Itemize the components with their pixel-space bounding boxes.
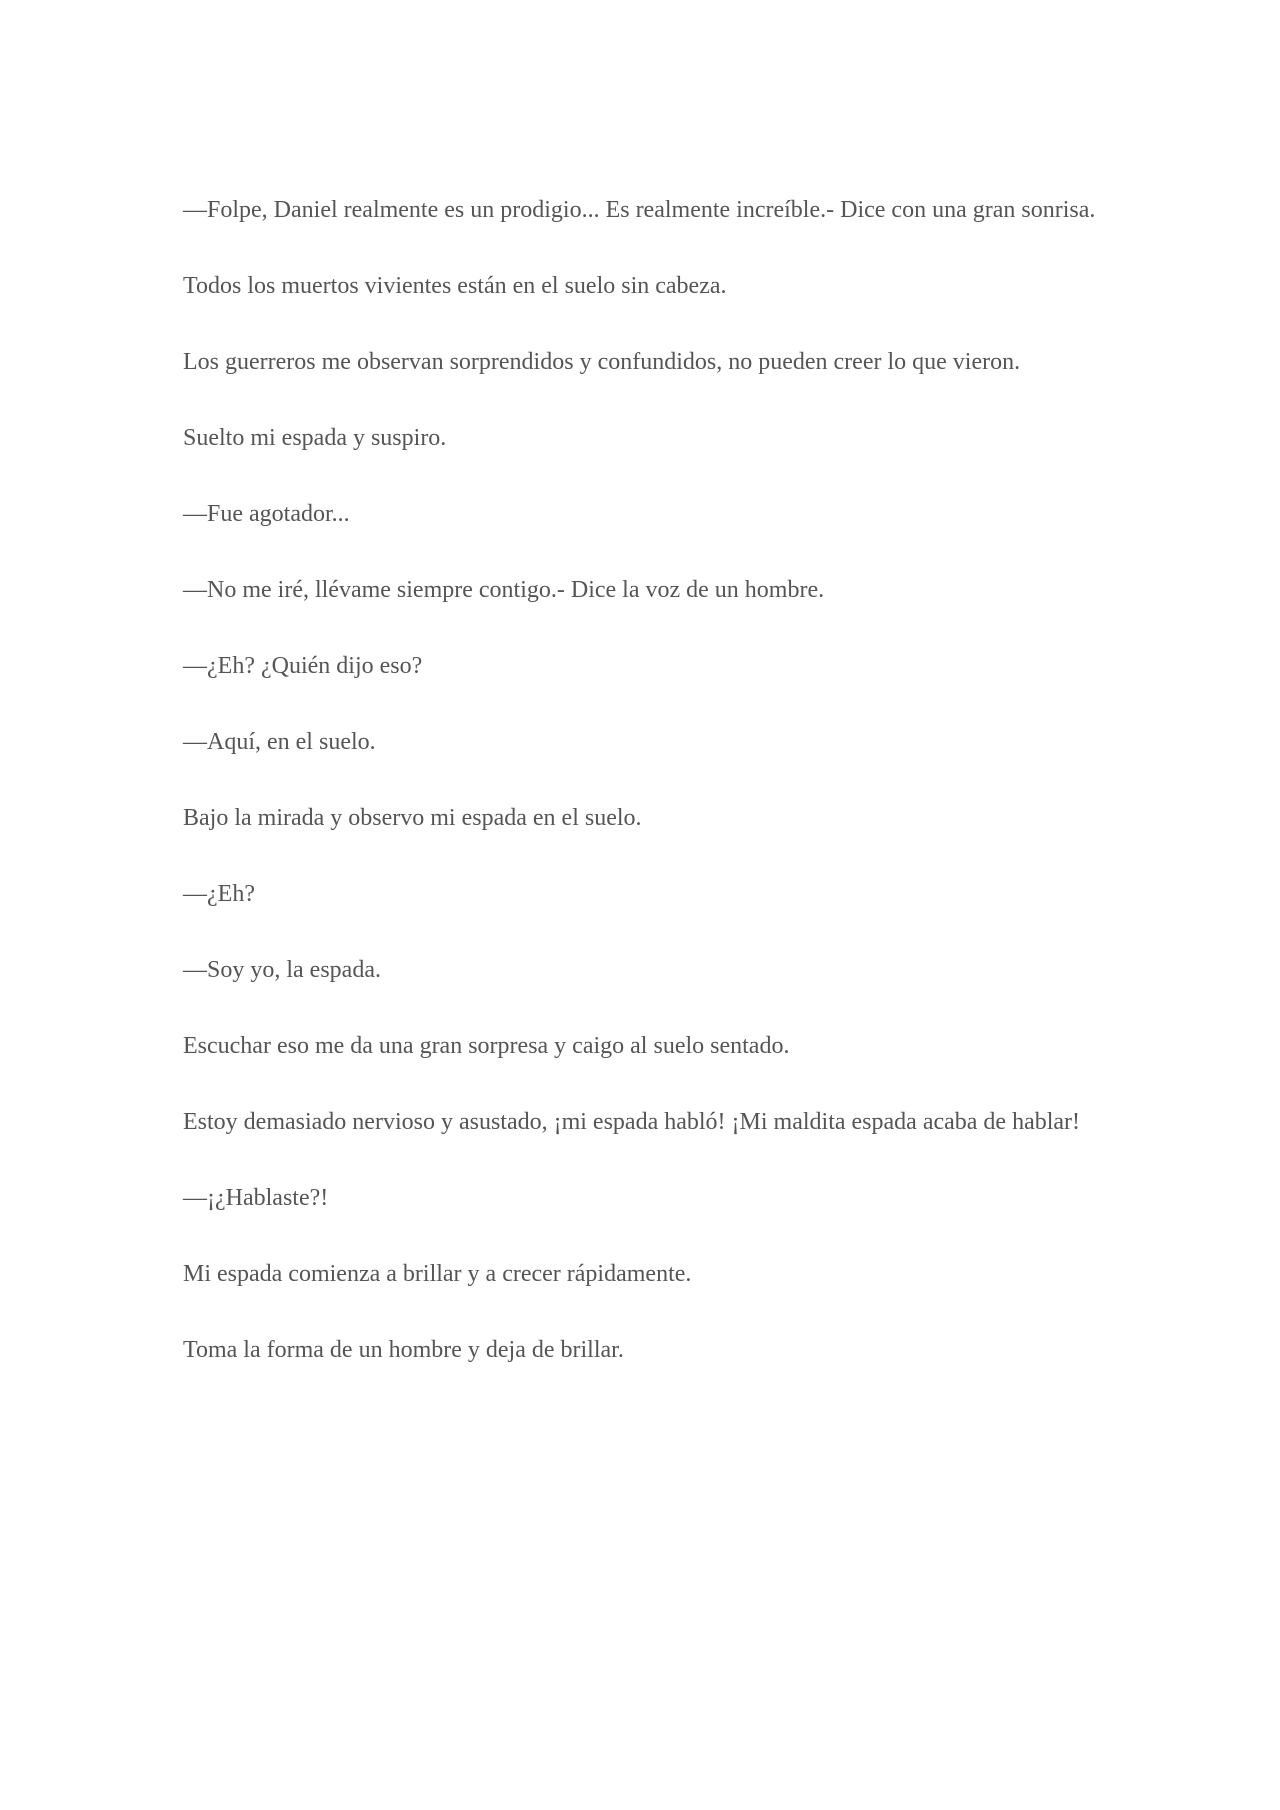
paragraph-2: Todos los muertos vivientes están en el suelo sin cabeza. <box>183 273 727 299</box>
paragraph-11: —Soy yo, la espada. <box>183 957 381 983</box>
paragraph-16: Toma la forma de un hombre y deja de brillar. <box>183 1337 624 1363</box>
paragraph-8: —Aquí, en el suelo. <box>183 729 376 755</box>
paragraph-7: —¿Eh? ¿Quién dijo eso? <box>183 653 423 679</box>
paragraph-3: Los guerreros me observan sorprendidos y confundidos, no pueden creer lo que vieron. <box>183 349 1021 375</box>
paragraph-13: Estoy demasiado nervioso y asustado, ¡mi espada habló! ¡Mi maldita espada acaba de hablar! <box>183 1109 1081 1135</box>
paragraph-5: —Fue agotador... <box>183 501 350 527</box>
document-body <box>183 180 1103 1396</box>
paragraph-14: —¡¿Hablaste?! <box>183 1185 329 1211</box>
paragraph-4: Suelto mi espada y suspiro. <box>183 425 447 451</box>
paragraph-15: Mi espada comienza a brillar y a crecer rápidamente. <box>183 1261 692 1287</box>
paragraph-10: —¿Eh? <box>183 881 255 907</box>
paragraph-12: Escuchar eso me da una gran sorpresa y caigo al suelo sentado. <box>183 1033 790 1059</box>
paragraph-1: —Folpe, Daniel realmente es un prodigio... Es realmente increíble.- Dice con una gran sonrisa. <box>183 197 1096 223</box>
paragraph-6: —No me iré, llévame siempre contigo.- Dice la voz de un hombre. <box>183 577 825 603</box>
paragraph-9: Bajo la mirada y observo mi espada en el suelo. <box>183 805 642 831</box>
